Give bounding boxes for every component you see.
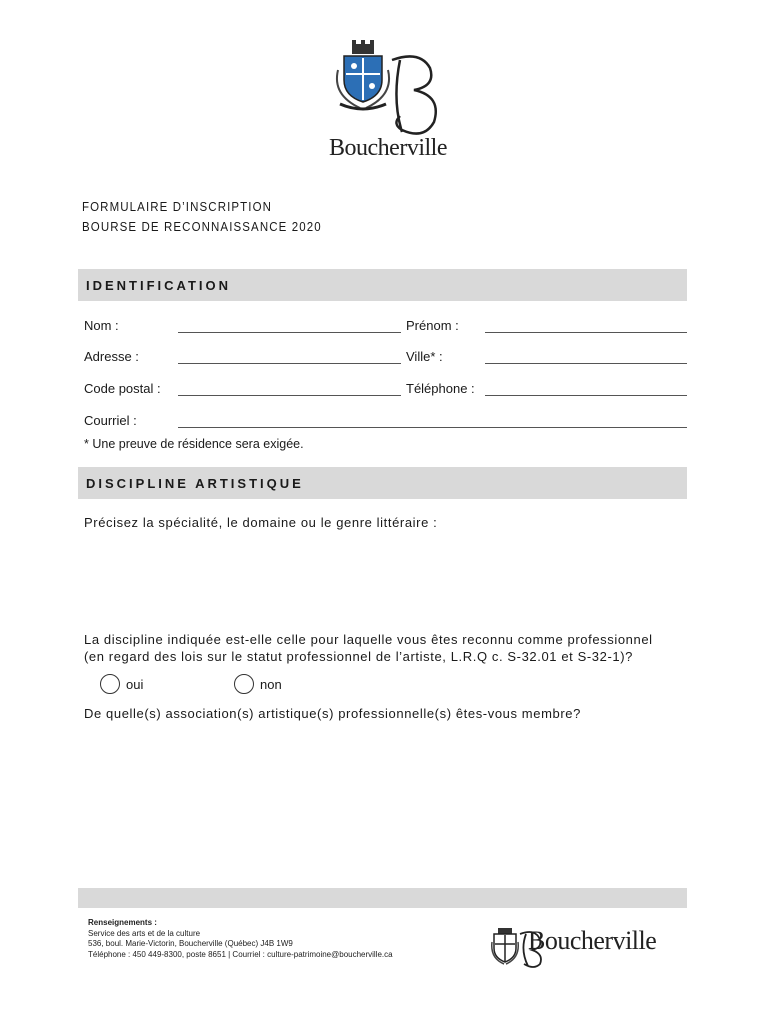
- ville-label: Ville* :: [406, 349, 443, 364]
- code-postal-field[interactable]: [178, 379, 401, 396]
- telephone-label: Téléphone :: [406, 381, 475, 396]
- footer-service: Service des arts et de la culture: [88, 928, 201, 938]
- association-question: De quelle(s) association(s) artistique(s) professionnelle(s) êtes-vous membre?: [84, 706, 581, 721]
- footer-info: [88, 918, 393, 960]
- nom-field[interactable]: [178, 316, 401, 333]
- specialite-question: Précisez la spécialité, le domaine ou le genre littéraire :: [84, 515, 438, 530]
- courriel-field[interactable]: [178, 411, 687, 428]
- oui-option[interactable]: [100, 674, 143, 694]
- oui-label: oui: [126, 676, 144, 692]
- non-radio[interactable]: [234, 674, 254, 694]
- ville-field[interactable]: [485, 347, 687, 364]
- form-title-line1: FORMULAIRE D’INSCRIPTION: [82, 200, 273, 214]
- brand-name: Boucherville: [329, 135, 447, 161]
- form-title-line2: BOURSE DE RECONNAISSANCE 2020: [82, 220, 322, 234]
- prenom-field[interactable]: [485, 316, 687, 333]
- identification-heading: IDENTIFICATION: [86, 278, 232, 293]
- prenom-label: Prénom :: [406, 318, 459, 333]
- footer-heading: Renseignements :: [88, 918, 157, 927]
- footer-bar: [78, 888, 687, 908]
- footer-brand-name: Boucherville: [528, 926, 657, 955]
- adresse-field[interactable]: [178, 347, 401, 364]
- courriel-label: Courriel :: [84, 413, 137, 428]
- association-field[interactable]: [84, 728, 688, 882]
- telephone-field[interactable]: [485, 379, 687, 396]
- oui-radio[interactable]: [100, 674, 120, 694]
- code-postal-label: Code postal :: [84, 381, 161, 396]
- residence-note: * Une preuve de résidence sera exigée.: [84, 437, 304, 451]
- non-label: non: [260, 676, 282, 692]
- professionnel-question-line2: (en regard des lois sur le statut professionnel de l’artiste, L.R.Q c. S-32.01 et S-32-1)?: [84, 649, 633, 664]
- specialite-field[interactable]: [84, 535, 688, 619]
- footer-contact: Téléphone : 450 449-8300, poste 8651 | Courriel : culture-patrimoine@boucherville.ca: [88, 949, 393, 959]
- footer-address: 536, boul. Marie-Victorin, Boucherville (Québec) J4B 1W9: [88, 939, 293, 948]
- adresse-label: Adresse :: [84, 349, 139, 364]
- non-option[interactable]: [234, 674, 282, 694]
- professionnel-question-line1: La discipline indiquée est-elle celle pour laquelle vous êtes reconnu comme professionnel: [84, 632, 653, 647]
- discipline-heading: DISCIPLINE ARTISTIQUE: [86, 476, 304, 491]
- nom-label: Nom :: [84, 318, 119, 333]
